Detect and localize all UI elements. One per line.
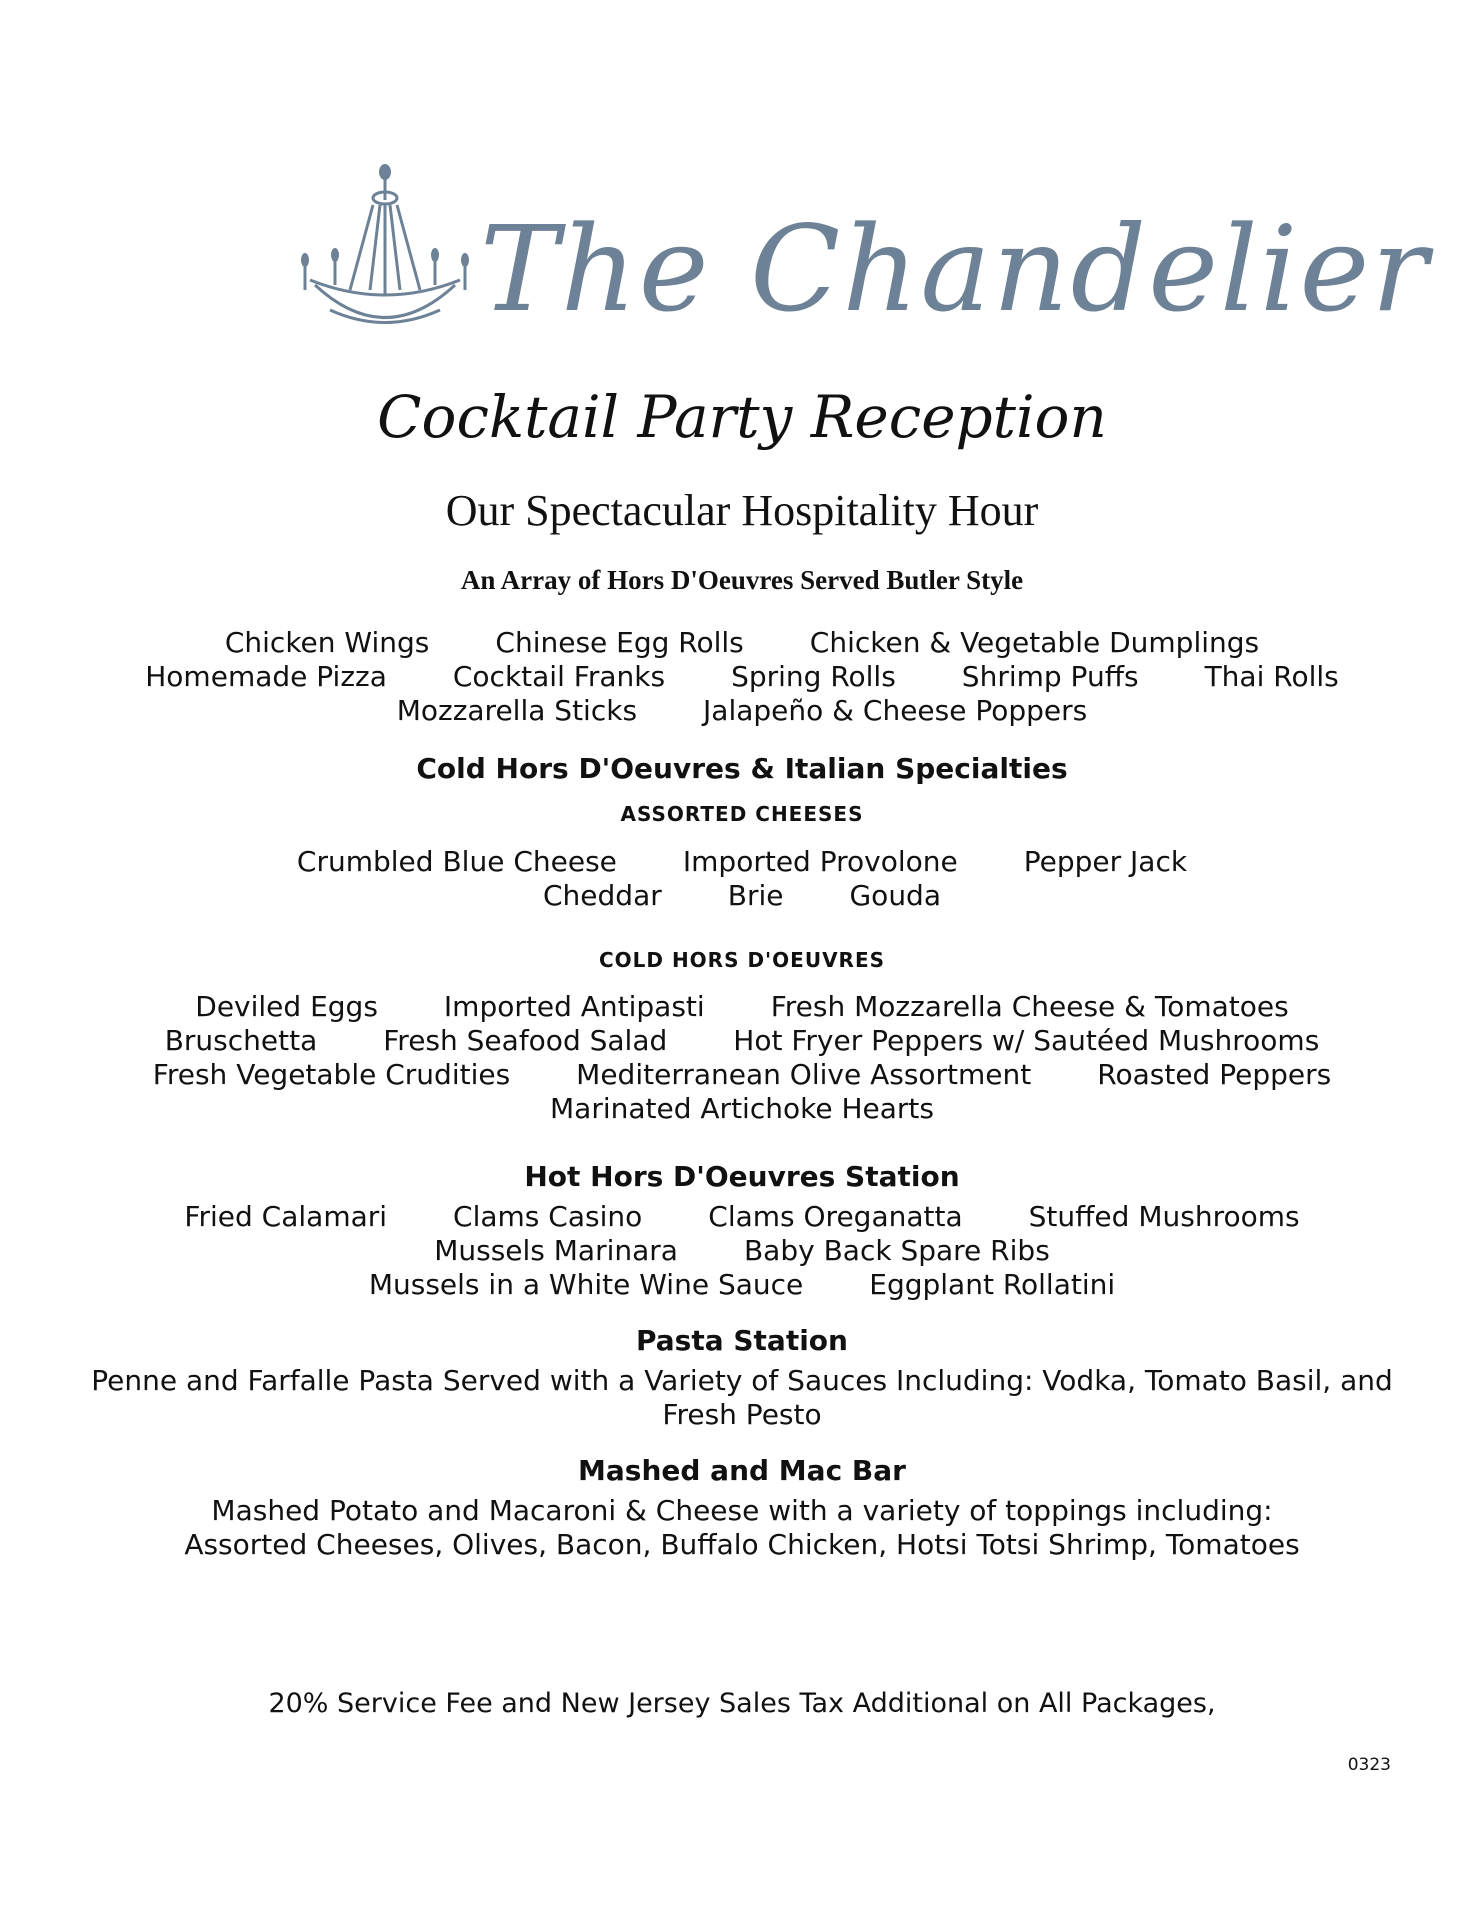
menu-item: Bruschetta [164,1024,318,1057]
menu-item: Mussels in a White Wine Sauce [368,1268,804,1301]
menu-item: Chicken Wings [224,626,430,659]
menu-item: Shrimp Puffs [961,660,1139,693]
page-subtitle: Our Spectacular Hospitality Hour [445,486,1039,535]
chandelier-icon [290,160,480,340]
butler-row [0,694,1484,728]
logo-wordmark: The Chandelier [480,200,1430,338]
menu-item: Baby Back Spare Ribs [743,1234,1050,1267]
menu-item: Homemade Pizza [145,660,387,693]
cold-row [0,1092,1484,1126]
menu-item: Mussels Marinara [434,1234,678,1267]
menu-item: Fresh Vegetable Crudities [152,1058,511,1091]
butler-row [0,626,1484,660]
menu-item: Cocktail Franks [452,660,666,693]
menu-item: Imported Antipasti [443,990,705,1023]
menu-item: Thai Rolls [1204,660,1339,693]
hot-row [0,1234,1484,1268]
service-fee-note: 20% Service Fee and New Jersey Sales Tax Additional on All Packages, [268,1688,1216,1719]
menu-item: Spring Rolls [731,660,896,693]
pasta-line: Fresh Pesto [662,1398,822,1431]
menu-item: Stuffed Mushrooms [1028,1200,1300,1233]
cold-row [0,990,1484,1024]
butler-row [0,660,1484,694]
cheeses-heading: ASSORTED CHEESES [620,802,864,826]
menu-item: Marinated Artichoke Hearts [550,1092,934,1125]
menu-item: Deviled Eggs [195,990,378,1023]
cheese-row [0,879,1484,913]
menu-item: Hot Fryer Peppers w/ Sautéed Mushrooms [733,1024,1320,1057]
hot-row [0,1200,1484,1234]
hot-row [0,1268,1484,1302]
menu-item: Imported Provolone [682,845,958,878]
menu-item: Clams Oreganatta [708,1200,963,1233]
menu-item: Cheddar [543,879,662,912]
menu-item: Brie [727,879,784,912]
menu-item: Clams Casino [453,1200,643,1233]
menu-item: Gouda [849,879,941,912]
menu-item: Chicken & Vegetable Dumplings [809,626,1260,659]
menu-item: Roasted Peppers [1097,1058,1332,1091]
menu-item: Chinese Egg Rolls [495,626,744,659]
document-code: 0323 [1347,1755,1391,1775]
cold-hors-heading: COLD HORS D'OEUVRES [598,948,886,972]
menu-item: Pepper Jack [1023,845,1188,878]
menu-item: Jalapeño & Cheese Poppers [703,694,1088,727]
cold-row [0,1024,1484,1058]
menu-item: Mozzarella Sticks [396,694,638,727]
menu-item: Fresh Seafood Salad [383,1024,668,1057]
menu-item: Eggplant Rollatini [869,1268,1116,1301]
cold-section-heading: Cold Hors D'Oeuvres & Italian Specialties [416,752,1068,785]
mac-line: Assorted Cheeses, Olives, Bacon, Buffalo Chicken, Hotsi Totsi Shrimp, Tomatoes [184,1528,1300,1561]
hot-section-heading: Hot Hors D'Oeuvres Station [524,1160,960,1193]
menu-item: Mediterranean Olive Assortment [576,1058,1032,1091]
pasta-line: Penne and Farfalle Pasta Served with a Variety of Sauces Including: Vodka, Tomato Basil, and [91,1364,1393,1397]
menu-item: Crumbled Blue Cheese [296,845,617,878]
logo [290,160,1430,340]
mac-line: Mashed Potato and Macaroni & Cheese with a variety of toppings including: [211,1494,1273,1527]
menu-item: Fresh Mozzarella Cheese & Tomatoes [770,990,1289,1023]
cheese-row [0,845,1484,879]
cold-row [0,1058,1484,1092]
menu-item: Fried Calamari [184,1200,388,1233]
pasta-heading: Pasta Station [636,1324,848,1357]
butler-heading: An Array of Hors D'Oeuvres Served Butler Style [460,565,1024,595]
mac-heading: Mashed and Mac Bar [578,1454,906,1487]
page-title: Cocktail Party Reception [377,383,1107,451]
